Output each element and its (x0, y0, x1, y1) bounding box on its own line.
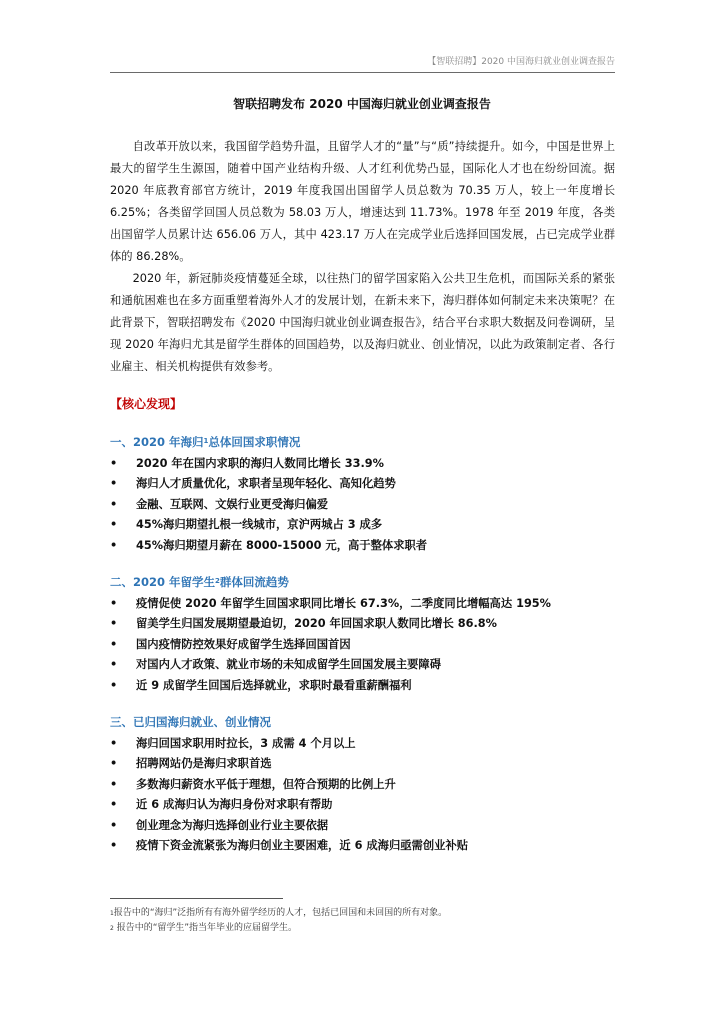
list-item: • 近 9 成留学生回国后选择就业，求职时最看重薪酬福利 (110, 676, 615, 696)
intro-paragraph-2: 2020 年，新冠肺炎疫情蔓延全球，以往热门的留学国家陷入公共卫生危机，而国际关系的紧张和通航困难也在多方面重塑着海外人才的发展计划，在新未来下，海归群体如何制定未来决策呢？在此背景下，智联招聘发布《2020 中国海归就业创业调查报告》，结合平台求职大数据及问卷调研，呈现 2020 年海归尤其是留学生群体的回国趋势，以及海归就业、创业情况，以此为政策制定者、各行业雇主、相关机构提供有效参考。 (110, 272, 615, 373)
bullet-icon: • (110, 839, 118, 853)
bullet-icon: • (110, 777, 118, 791)
core-findings-heading: 【核心发现】 (110, 397, 183, 411)
bullet-icon: • (110, 737, 118, 751)
list-item: • 创业理念为海归选择创业行业主要依据 (110, 816, 615, 836)
bullet-icon: • (110, 538, 118, 552)
bullet-icon: • (110, 617, 118, 631)
running-header-text: 【智联招聘】2020 中国海归就业创业调查报告 (427, 57, 615, 67)
list-item: • 国内疫情防控效果好成留学生选择回国首因 (110, 635, 615, 655)
running-header (110, 54, 615, 73)
list-item: • 疫情下资金流紧张为海归创业主要困难，近 6 成海归亟需创业补贴 (110, 836, 615, 856)
list-item: • 留美学生归国发展期望最迫切，2020 年回国求职人数同比增长 86.8% (110, 614, 615, 634)
section-1 (110, 430, 615, 556)
bullet-icon: • (110, 497, 118, 511)
list-item: • 疫情促使 2020 年留学生回国求职同比增长 67.3%，二季度同比增幅高达 195% (110, 594, 615, 614)
list-item: • 2020 年在国内求职的海归人数同比增长 33.9% (110, 454, 615, 474)
list-item: • 海归回国求职用时拉长，3 成需 4 个月以上 (110, 734, 615, 754)
footnote-2: $^2$ 报告中的“留学生”指当年毕业的应届留学生。 (110, 923, 298, 933)
bullet-icon: • (110, 637, 118, 651)
bullet-icon: • (110, 757, 118, 771)
footnotes (110, 906, 447, 936)
bullet-icon: • (110, 658, 118, 672)
bullet-icon: • (110, 597, 118, 611)
document-title: 智联招聘发布 2020 中国海归就业创业调查报告 (233, 97, 491, 111)
list-item: • 招聘网站仍是海归求职首选 (110, 754, 615, 774)
footnote-1: $^1$报告中的“海归”泛指所有有海外留学经历的人才，包括已回国和未回国的所有对象。 (110, 908, 448, 918)
list-item: • 金融、互联网、文娱行业更受海归偏爱 (110, 495, 615, 515)
list-item: • 多数海归薪资水平低于理想，但符合预期的比例上升 (110, 775, 615, 795)
bullet-icon: • (110, 518, 118, 532)
footnote-ref: 1 (203, 437, 209, 445)
bullet-icon: • (110, 798, 118, 812)
bullet-icon: • (110, 457, 118, 470)
footnote-divider (110, 898, 283, 899)
intro-paragraph-1: 自改革开放以来，我国留学趋势升温，且留学人才的“量”与“质”持续提升。如今，中国是世界上最大的留学生生源国，随着中国产业结构升级、人才红利优势凸显，国际化人才也在纷纷回流。据 2020 年底教育部官方统计，2019 年度我国出国留学人员总数为 70.35 万人，较上一年度增长 6.25%；各类留学回国人员总数为 58.03 万人，增速达到 11.73%。1978 年至 2019 年度，各类出国留学人员累计达 656.06 万人，其中 423.17 万人在完成学业后选择回国发展，占已完成学业群体的 86.28%。 (110, 140, 615, 263)
section-title: 二、2020 年留学生$^2$群体回流趋势 (110, 575, 289, 590)
list-item: • 45%海归期望扎根一线城市，京沪两城占 3 成多 (110, 515, 615, 535)
section-3 (110, 710, 615, 856)
footnote-ref: 2 (215, 577, 220, 586)
bullet-icon: • (110, 818, 118, 832)
document-body (110, 136, 615, 857)
list-item: • 海归人才质量优化，求职者呈现年轻化、高知化趋势 (110, 474, 615, 494)
bullet-icon: • (110, 678, 118, 692)
section-title: 一、2020 年海归$^1$总体回国求职情况 (110, 435, 301, 449)
list-item: • 45%海归期望月薪在 8000-15000 元，高于整体求职者 (110, 536, 615, 556)
list-item: • 对国内人才政策、就业市场的未知成留学生回国发展主要障碍 (110, 655, 615, 675)
bullet-icon: • (110, 477, 118, 491)
list-item: • 近 6 成海归认为海归身份对求职有帮助 (110, 795, 615, 815)
section-title: 三、已归国海归就业、创业情况 (110, 715, 271, 730)
section-2 (110, 570, 615, 696)
